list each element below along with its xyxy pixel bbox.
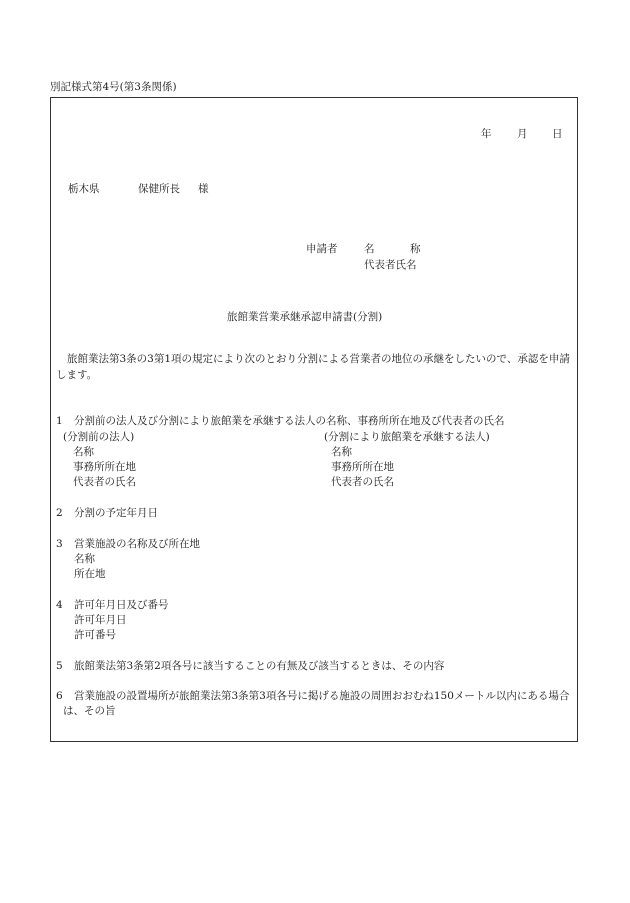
- item1-text: 分割前の法人及び分割により旅館業を承継する法人の名称、事務所所在地及び代表者の氏名: [74, 415, 505, 427]
- item6-number: 6: [56, 690, 63, 702]
- item1-right-header: (分割により旅館業を承継する法人): [324, 431, 490, 443]
- form-header: 別記様式第4号(第3条関係): [50, 81, 177, 93]
- date-year: 年: [481, 128, 492, 140]
- item6-text: 営業施設の設置場所が旅館業法第3条第3項各号に掲げる施設の周囲おおむね150メートル以内にある場合は、その旨: [63, 690, 570, 718]
- item3-sub-name: 名称: [74, 553, 95, 565]
- addressee-title: 保健所長: [138, 183, 180, 195]
- item1-left-header: (分割前の法人): [63, 431, 135, 443]
- date-month: 月: [517, 128, 528, 140]
- item3-number: 3: [56, 538, 63, 550]
- document-title: 旅館業営業承継承認申請書(分割): [227, 311, 383, 323]
- item1-right-name: 名称: [331, 446, 352, 458]
- item4-sub-date: 許可年月日: [74, 614, 127, 626]
- application-statement: 旅館業法第3条の3第1項の規定により次のとおり分割による営業者の地位の承継をしたいので、承認を申請します。: [56, 353, 570, 381]
- item4-sub-number: 許可番号: [74, 629, 116, 641]
- applicant-name-part1: 名: [364, 243, 375, 255]
- item1-left-name: 名称: [73, 446, 94, 458]
- item4-number: 4: [56, 599, 63, 611]
- item4-text: 許可年月日及び番号: [74, 599, 169, 611]
- applicant-name-part2: 称: [410, 243, 421, 255]
- addressee-prefecture: 栃木県: [68, 183, 100, 195]
- item1-right-representative: 代表者の氏名: [331, 476, 394, 488]
- applicant-representative: 代表者氏名: [364, 259, 417, 271]
- item1-left-office: 事務所所在地: [73, 461, 136, 473]
- item5-number: 5: [56, 660, 63, 672]
- item5-text: 旅館業法第3条第2項各号に該当することの有無及び該当するときは、その内容: [74, 660, 445, 672]
- item3-text: 営業施設の名称及び所在地: [74, 538, 200, 550]
- item1-right-office: 事務所所在地: [331, 461, 394, 473]
- item1-left-representative: 代表者の氏名: [73, 476, 136, 488]
- item2-text: 分割の予定年月日: [74, 507, 158, 519]
- item2-number: 2: [56, 507, 63, 519]
- applicant-label: 申請者: [306, 243, 338, 255]
- addressee-honorific: 様: [198, 183, 209, 195]
- item1-number: 1: [56, 415, 63, 427]
- date-day: 日: [552, 128, 563, 140]
- item3-sub-location: 所在地: [74, 568, 106, 580]
